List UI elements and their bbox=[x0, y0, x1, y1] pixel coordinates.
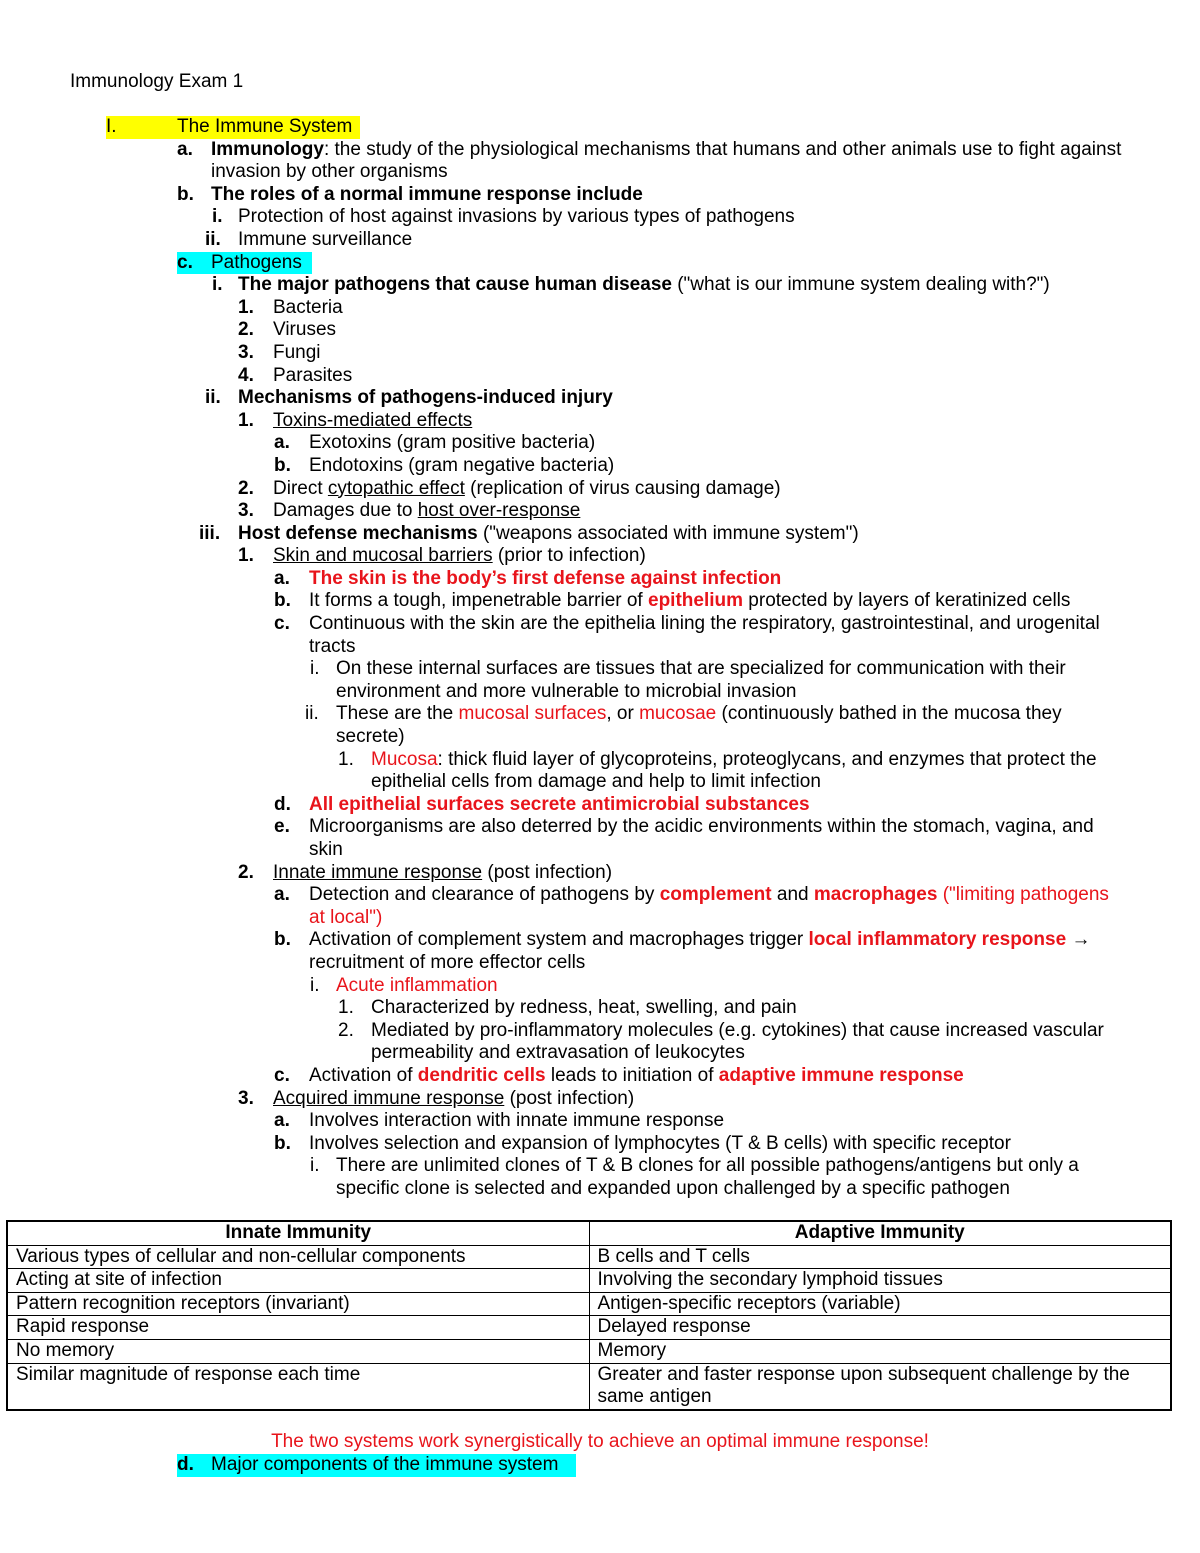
outline-item-c-ii bbox=[0, 387, 1200, 410]
table-row bbox=[7, 1292, 1171, 1316]
item-text: (post infection) bbox=[504, 1087, 635, 1109]
item-marker: 1. bbox=[238, 296, 254, 318]
item-text: Involves selection and expansion of lymphocytes (T & B cells) with specific receptor bbox=[309, 1132, 1011, 1154]
item-marker: c. bbox=[177, 251, 193, 273]
item-text: Bacteria bbox=[273, 296, 343, 318]
item-marker: b. bbox=[274, 454, 291, 476]
item-text-emphasis: local inflammatory response bbox=[808, 929, 1067, 951]
item-text: Protection of host against invasions by various types of pathogens bbox=[238, 206, 795, 228]
item-text-emphasis: All epithelial surfaces secrete antimicrobial substances bbox=[309, 793, 810, 815]
table-cell: Rapid response bbox=[7, 1316, 589, 1340]
item-marker: b. bbox=[274, 590, 291, 612]
outline-item-b-i bbox=[0, 206, 1200, 229]
table-cell: Antigen-specific receptors (variable) bbox=[589, 1292, 1171, 1316]
table-cell: Delayed response bbox=[589, 1316, 1171, 1340]
item-text-emphasis: Mucosa bbox=[371, 748, 438, 770]
item-title: Pathogens bbox=[211, 251, 302, 273]
list-item bbox=[0, 862, 1200, 885]
item-text-emphasis: Acute inflammation bbox=[336, 974, 498, 996]
list-item bbox=[0, 613, 1200, 658]
table-cell: Greater and faster response upon subsequent challenge by the same antigen bbox=[589, 1363, 1171, 1410]
table-cell: B cells and T cells bbox=[589, 1245, 1171, 1269]
item-marker: a. bbox=[274, 884, 290, 906]
item-marker: a. bbox=[177, 138, 193, 160]
item-text: (prior to infection) bbox=[492, 545, 646, 567]
item-title: Mechanisms of pathogens-induced injury bbox=[238, 387, 613, 409]
item-text-emphasis: complement bbox=[659, 884, 772, 906]
item-marker: 2. bbox=[338, 1019, 354, 1041]
section-title: The Immune System bbox=[177, 116, 353, 137]
item-text: Activation of bbox=[309, 1064, 418, 1086]
item-marker: a. bbox=[274, 1110, 290, 1132]
outline-item-d bbox=[0, 1454, 1200, 1477]
item-marker: d. bbox=[177, 1454, 194, 1475]
table-header-innate: Innate Immunity bbox=[7, 1221, 589, 1245]
list-item bbox=[0, 1110, 1200, 1133]
item-marker: a. bbox=[274, 567, 290, 589]
item-text-emphasis: ("limiting pathogens at local") bbox=[309, 884, 1109, 928]
item-text: : thick fluid layer of glycoproteins, proteoglycans, and enzymes that protect the epithelial cells from damage and help to limit infection bbox=[371, 748, 1097, 793]
list-item bbox=[0, 1088, 1200, 1111]
list-item bbox=[0, 545, 1200, 568]
table-header-row bbox=[7, 1221, 1171, 1245]
term: Immunology bbox=[211, 138, 324, 160]
item-text-emphasis: dendritic cells bbox=[417, 1064, 546, 1086]
table-cell: Pattern recognition receptors (invariant) bbox=[7, 1292, 589, 1316]
item-text: Damages due to bbox=[273, 500, 418, 522]
table-row bbox=[7, 1339, 1171, 1363]
item-marker: ii. bbox=[205, 387, 221, 409]
list-item bbox=[0, 410, 1200, 433]
table-cell: Similar magnitude of response each time bbox=[7, 1363, 589, 1410]
list-item bbox=[0, 500, 1200, 523]
item-marker: c. bbox=[274, 1064, 290, 1086]
list-item bbox=[0, 590, 1200, 613]
item-text-underlined: Acquired immune response bbox=[273, 1087, 505, 1109]
doc-title: Immunology Exam 1 bbox=[70, 71, 244, 92]
item-text-underlined: host over-response bbox=[417, 500, 581, 522]
item-text-emphasis: The skin is the body’s first defense against infection bbox=[309, 567, 782, 589]
item-marker: b. bbox=[274, 929, 291, 951]
item-text: Exotoxins (gram positive bacteria) bbox=[309, 432, 596, 454]
outline bbox=[0, 116, 1200, 1201]
item-text: It forms a tough, impenetrable barrier of bbox=[309, 590, 648, 612]
item-title: The roles of a normal immune response include bbox=[211, 183, 643, 205]
item-text: (post infection) bbox=[482, 861, 613, 883]
arrow-icon: → bbox=[1066, 929, 1091, 951]
item-marker: 1. bbox=[338, 997, 354, 1019]
item-text-emphasis: adaptive immune response bbox=[718, 1064, 964, 1086]
list-item bbox=[0, 342, 1200, 365]
item-marker: b. bbox=[274, 1132, 291, 1154]
comparison-table bbox=[6, 1220, 1172, 1411]
table-row bbox=[7, 1269, 1171, 1293]
item-text-emphasis: mucosae bbox=[639, 703, 717, 725]
item-text: Involves interaction with innate immune response bbox=[309, 1110, 725, 1132]
outline-item-a bbox=[0, 139, 1200, 184]
list-item bbox=[0, 749, 1200, 794]
list-item bbox=[0, 432, 1200, 455]
list-item bbox=[0, 297, 1200, 320]
outline-item-c-i bbox=[0, 274, 1200, 297]
item-text: Immune surveillance bbox=[238, 228, 413, 250]
table-cell: No memory bbox=[7, 1339, 589, 1363]
item-text: Microorganisms are also deterred by the acidic environments within the stomach, vagina, and skin bbox=[309, 816, 1094, 860]
item-marker: 2. bbox=[238, 861, 254, 883]
item-marker: 3. bbox=[238, 500, 254, 522]
item-text: Activation of complement system and macrophages trigger bbox=[309, 929, 809, 951]
list-item bbox=[0, 455, 1200, 478]
item-marker: 3. bbox=[238, 341, 254, 363]
list-item bbox=[0, 929, 1200, 974]
table-cell: Acting at site of infection bbox=[7, 1269, 589, 1293]
item-text: and bbox=[771, 884, 814, 906]
outline-item-b-ii bbox=[0, 229, 1200, 252]
outline-item-c-iii bbox=[0, 523, 1200, 546]
item-text: recruitment of more effector cells bbox=[309, 951, 586, 973]
table-header-adaptive: Adaptive Immunity bbox=[589, 1221, 1171, 1245]
list-item bbox=[0, 319, 1200, 342]
item-text-emphasis: macrophages bbox=[813, 884, 938, 906]
table-row bbox=[7, 1316, 1171, 1340]
table-cell: Memory bbox=[589, 1339, 1171, 1363]
item-marker: ii. bbox=[205, 228, 221, 250]
item-text: (replication of virus causing damage) bbox=[464, 477, 781, 499]
item-marker: 4. bbox=[238, 364, 254, 386]
item-text: On these internal surfaces are tissues that are specialized for communication with their environment and more vulnerable to microbial invasion bbox=[336, 658, 1066, 702]
definition: : the study of the physiological mechanisms that humans and other animals use to fight against invasion by other organisms bbox=[211, 138, 1122, 183]
item-text-emphasis: epithelium bbox=[648, 590, 744, 612]
item-text: There are unlimited clones of T & B clones for all possible pathogens/antigens but only a specific clone is selected and expanded upon challenged by a specific pathogen bbox=[336, 1155, 1079, 1199]
item-text: ("weapons associated with immune system") bbox=[477, 522, 859, 544]
list-item bbox=[0, 975, 1200, 998]
outline-item-c bbox=[0, 252, 1200, 275]
item-text: leads to initiation of bbox=[545, 1064, 719, 1086]
list-item bbox=[0, 1065, 1200, 1088]
item-marker: i. bbox=[310, 1155, 320, 1177]
item-text: (continuously bathed in the mucosa they secrete) bbox=[336, 703, 1062, 748]
item-text: protected by layers of keratinized cells bbox=[743, 590, 1071, 612]
item-text: Endotoxins (gram negative bacteria) bbox=[309, 454, 615, 476]
item-marker: d. bbox=[274, 793, 291, 815]
item-marker: ii. bbox=[305, 703, 319, 725]
list-item bbox=[0, 478, 1200, 501]
section-marker: I. bbox=[106, 116, 117, 137]
item-marker: 2. bbox=[238, 319, 254, 341]
item-text: Parasites bbox=[273, 364, 353, 386]
table-cell: Various types of cellular and non-cellular components bbox=[7, 1245, 589, 1269]
item-title: Host defense mechanisms bbox=[238, 522, 478, 544]
item-marker: i. bbox=[212, 274, 223, 296]
item-marker: 1. bbox=[238, 545, 254, 567]
item-marker: 1. bbox=[238, 409, 254, 431]
table-cell: Involving the secondary lymphoid tissues bbox=[589, 1269, 1171, 1293]
list-item bbox=[0, 703, 1200, 748]
item-text: Mediated by pro-inflammatory molecules (e.g. cytokines) that cause increased vascular permeability and extravasation of leukocytes bbox=[371, 1019, 1104, 1064]
item-text: Toxins-mediated effects bbox=[273, 409, 473, 431]
item-title: The major pathogens that cause human disease bbox=[238, 274, 672, 296]
item-text-underlined: Innate immune response bbox=[273, 861, 483, 883]
item-text: , or bbox=[606, 703, 640, 725]
closing-statement: The two systems work synergistically to achieve an optimal immune response! bbox=[271, 1431, 929, 1452]
list-item bbox=[0, 816, 1200, 861]
item-marker: e. bbox=[274, 816, 290, 838]
item-marker: 2. bbox=[238, 477, 254, 499]
table-row bbox=[7, 1245, 1171, 1269]
list-item bbox=[0, 1133, 1200, 1156]
section-heading bbox=[0, 116, 1200, 139]
item-text-underlined: cytopathic effect bbox=[327, 477, 465, 499]
item-text-emphasis: mucosal surfaces bbox=[458, 703, 607, 725]
item-marker: a. bbox=[274, 432, 290, 454]
item-marker: i. bbox=[310, 974, 320, 996]
outline-item-b bbox=[0, 184, 1200, 207]
item-text: Fungi bbox=[273, 341, 321, 363]
item-marker: i. bbox=[212, 206, 223, 228]
list-item bbox=[0, 884, 1200, 929]
list-item bbox=[0, 1020, 1200, 1065]
item-text: ("what is our immune system dealing with?") bbox=[671, 274, 1050, 296]
list-item bbox=[0, 568, 1200, 591]
item-text: Characterized by redness, heat, swelling, and pain bbox=[371, 997, 797, 1019]
item-text-underlined: Skin and mucosal barriers bbox=[273, 545, 493, 567]
item-marker: b. bbox=[177, 183, 194, 205]
list-item bbox=[0, 365, 1200, 388]
list-item bbox=[0, 794, 1200, 817]
item-marker: iii. bbox=[199, 522, 221, 544]
item-text: Continuous with the skin are the epithelia lining the respiratory, gastrointestinal, and urogenital tracts bbox=[309, 613, 1100, 657]
item-title: Major components of the immune system bbox=[211, 1454, 559, 1475]
list-item bbox=[0, 1155, 1200, 1200]
table-row bbox=[7, 1363, 1171, 1410]
list-item bbox=[0, 997, 1200, 1020]
item-text: Direct bbox=[273, 477, 328, 499]
list-item bbox=[0, 658, 1200, 703]
item-text: Detection and clearance of pathogens by bbox=[309, 884, 660, 906]
item-marker: i. bbox=[310, 658, 320, 680]
item-text: These are the bbox=[336, 703, 459, 725]
item-text: Viruses bbox=[273, 319, 337, 341]
item-marker: 3. bbox=[238, 1087, 254, 1109]
item-marker: c. bbox=[274, 613, 290, 635]
item-marker: 1. bbox=[338, 748, 354, 770]
